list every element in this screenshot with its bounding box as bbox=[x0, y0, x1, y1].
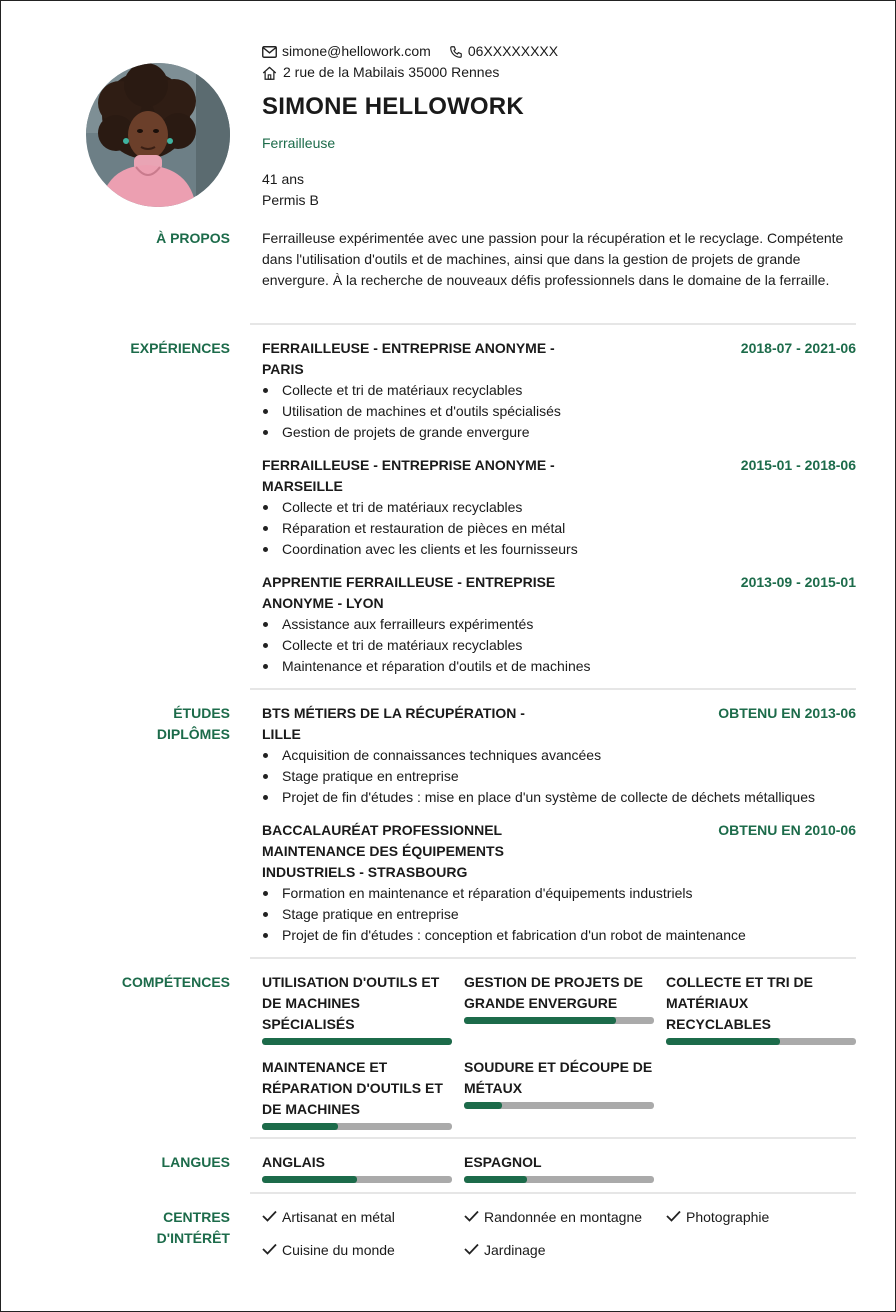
education-entry bbox=[262, 820, 856, 946]
phone-icon bbox=[449, 45, 463, 59]
candidate-name: SIMONE HELLOWORK bbox=[262, 93, 524, 120]
list-item: Collecte et tri de matériaux recyclables bbox=[282, 380, 856, 401]
skill-item bbox=[464, 972, 654, 1045]
list-item: Assistance aux ferrailleurs expérimentés bbox=[282, 614, 856, 635]
home-icon bbox=[262, 66, 277, 80]
check-icon bbox=[464, 1207, 479, 1228]
contact-row bbox=[262, 41, 862, 62]
experience-label: EXPÉRIENCES bbox=[130, 340, 230, 356]
language-item bbox=[464, 1152, 654, 1183]
language-name: ESPAGNOL bbox=[464, 1154, 542, 1170]
phone-contact[interactable] bbox=[449, 41, 558, 62]
divider bbox=[250, 1192, 856, 1194]
divider bbox=[250, 323, 856, 325]
education-entry bbox=[262, 703, 856, 808]
list-item: Projet de fin d'études : mise en place d'un système de collecte de déchets métalliques bbox=[282, 787, 856, 808]
age: 41 ans bbox=[262, 171, 305, 187]
interest-label: Photographie bbox=[686, 1209, 770, 1225]
language-bar bbox=[262, 1176, 452, 1183]
interest-item bbox=[262, 1207, 464, 1228]
list-item: Acquisition de connaissances techniques avancées bbox=[282, 745, 856, 766]
skill-name: SOUDURE ET DÉCOUPE DE MÉTAUX bbox=[464, 1059, 653, 1096]
education-title: BTS MÉTIERS DE LA RÉCUPÉRATION - LILLE bbox=[262, 705, 525, 742]
skill-bar bbox=[666, 1038, 856, 1045]
address-row bbox=[262, 62, 862, 83]
experience-date: 2018-07 - 2021-06 bbox=[740, 340, 856, 356]
skills-grid bbox=[262, 972, 856, 1130]
experience-title: APPRENTIE FERRAILLEUSE - ENTREPRISE ANONYME - LYON bbox=[262, 574, 556, 611]
interest-item bbox=[666, 1207, 856, 1228]
email-contact[interactable] bbox=[262, 41, 431, 62]
skill-bar-fill bbox=[464, 1102, 502, 1109]
mail-icon bbox=[262, 46, 277, 58]
check-icon bbox=[262, 1207, 277, 1228]
education-label bbox=[30, 703, 230, 745]
list-item: Collecte et tri de matériaux recyclables bbox=[282, 635, 856, 656]
list-item: Projet de fin d'études : conception et fabrication d'un robot de maintenance bbox=[282, 925, 856, 946]
about-label: À PROPOS bbox=[156, 230, 230, 246]
divider bbox=[250, 957, 856, 959]
driving-license: Permis B bbox=[262, 192, 319, 208]
language-bar bbox=[464, 1176, 654, 1183]
skill-bar-fill bbox=[262, 1038, 452, 1045]
check-icon bbox=[262, 1240, 277, 1261]
education-list bbox=[262, 703, 856, 946]
languages-grid bbox=[262, 1152, 856, 1183]
interests-label-line2: D'INTÉRÊT bbox=[156, 1230, 230, 1246]
experience-entry bbox=[262, 455, 856, 560]
language-bar-fill bbox=[262, 1176, 357, 1183]
experience-title: FERRAILLEUSE - ENTREPRISE ANONYME - MARSEILLE bbox=[262, 457, 555, 494]
skill-bar-fill bbox=[666, 1038, 780, 1045]
check-icon bbox=[464, 1240, 479, 1261]
list-item: Maintenance et réparation d'outils et de machines bbox=[282, 656, 856, 677]
list-item: Utilisation de machines et d'outils spécialisés bbox=[282, 401, 856, 422]
language-bar-fill bbox=[464, 1176, 527, 1183]
education-date: OBTENU EN 2013-06 bbox=[718, 705, 856, 721]
interests-label bbox=[30, 1207, 230, 1249]
list-item: Coordination avec les clients et les fournisseurs bbox=[282, 539, 856, 560]
skill-name: MAINTENANCE ET RÉPARATION D'OUTILS ET DE MACHINES bbox=[262, 1059, 443, 1117]
interest-label: Randonnée en montagne bbox=[484, 1209, 643, 1225]
email-text: simone@hellowork.com bbox=[282, 43, 431, 59]
education-label-line1: ÉTUDES bbox=[173, 705, 230, 721]
personal-info bbox=[262, 169, 862, 211]
experience-entry bbox=[262, 338, 856, 443]
skill-name: COLLECTE ET TRI DE MATÉRIAUX RECYCLABLES bbox=[666, 974, 813, 1032]
list-item: Stage pratique en entreprise bbox=[282, 904, 856, 925]
skill-item bbox=[666, 972, 856, 1045]
skill-item bbox=[262, 972, 452, 1045]
list-item: Gestion de projets de grande envergure bbox=[282, 422, 856, 443]
list-item: Formation en maintenance et réparation d'équipements industriels bbox=[282, 883, 856, 904]
experience-list bbox=[262, 338, 856, 677]
experience-title: FERRAILLEUSE - ENTREPRISE ANONYME - PARIS bbox=[262, 340, 555, 377]
skill-bar-fill bbox=[262, 1123, 338, 1130]
skill-bar bbox=[262, 1038, 452, 1045]
job-title: Ferrailleuse bbox=[262, 135, 336, 151]
skill-bar bbox=[464, 1102, 654, 1109]
interest-item bbox=[262, 1240, 464, 1261]
skill-item bbox=[262, 1057, 452, 1130]
interest-label: Cuisine du monde bbox=[282, 1242, 395, 1258]
language-item bbox=[262, 1152, 452, 1183]
check-icon bbox=[666, 1207, 681, 1228]
list-item: Réparation et restauration de pièces en métal bbox=[282, 518, 856, 539]
education-title: BACCALAURÉAT PROFESSIONNEL MAINTENANCE DES ÉQUIPEMENTS INDUSTRIELS - STRASBOURG bbox=[262, 822, 504, 880]
divider bbox=[250, 688, 856, 690]
list-item: Collecte et tri de matériaux recyclables bbox=[282, 497, 856, 518]
phone-text: 06XXXXXXXX bbox=[467, 43, 559, 59]
interest-label: Jardinage bbox=[484, 1242, 546, 1258]
interest-item bbox=[464, 1207, 666, 1228]
skill-name: GESTION DE PROJETS DE GRANDE ENVERGURE bbox=[464, 974, 643, 1011]
skill-bar-fill bbox=[464, 1017, 616, 1024]
experience-date: 2015-01 - 2018-06 bbox=[740, 457, 856, 473]
experience-entry bbox=[262, 572, 856, 677]
interests-grid bbox=[262, 1207, 856, 1261]
about-text: Ferrailleuse expérimentée avec une passion pour la récupération et le recyclage. Compétente dans l'utilisation d'outils et de machines, ainsi que dans la gestion de projets de grande envergure. À la recherche de nouveaux défis professionnels dans le domaine de la ferraille. bbox=[262, 230, 844, 288]
list-item: Stage pratique en entreprise bbox=[282, 766, 856, 787]
language-name: ANGLAIS bbox=[262, 1154, 325, 1170]
address-text: 2 rue de la Mabilais 35000 Rennes bbox=[283, 64, 500, 80]
skill-item bbox=[464, 1057, 654, 1130]
divider bbox=[250, 1137, 856, 1139]
skills-label: COMPÉTENCES bbox=[121, 974, 230, 990]
interest-label: Artisanat en métal bbox=[282, 1209, 395, 1225]
interests-label-line1: CENTRES bbox=[163, 1209, 230, 1225]
skill-name: UTILISATION D'OUTILS ET DE MACHINES SPÉCIALISÉS bbox=[262, 974, 440, 1032]
experience-date: 2013-09 - 2015-01 bbox=[740, 574, 856, 590]
languages-label: LANGUES bbox=[161, 1154, 230, 1170]
education-date: OBTENU EN 2010-06 bbox=[718, 822, 856, 838]
profile-photo bbox=[86, 63, 230, 207]
header bbox=[262, 41, 862, 211]
skill-bar bbox=[464, 1017, 654, 1024]
interest-item bbox=[464, 1240, 666, 1261]
skill-bar bbox=[262, 1123, 452, 1130]
education-label-line2: DIPLÔMES bbox=[156, 726, 230, 742]
